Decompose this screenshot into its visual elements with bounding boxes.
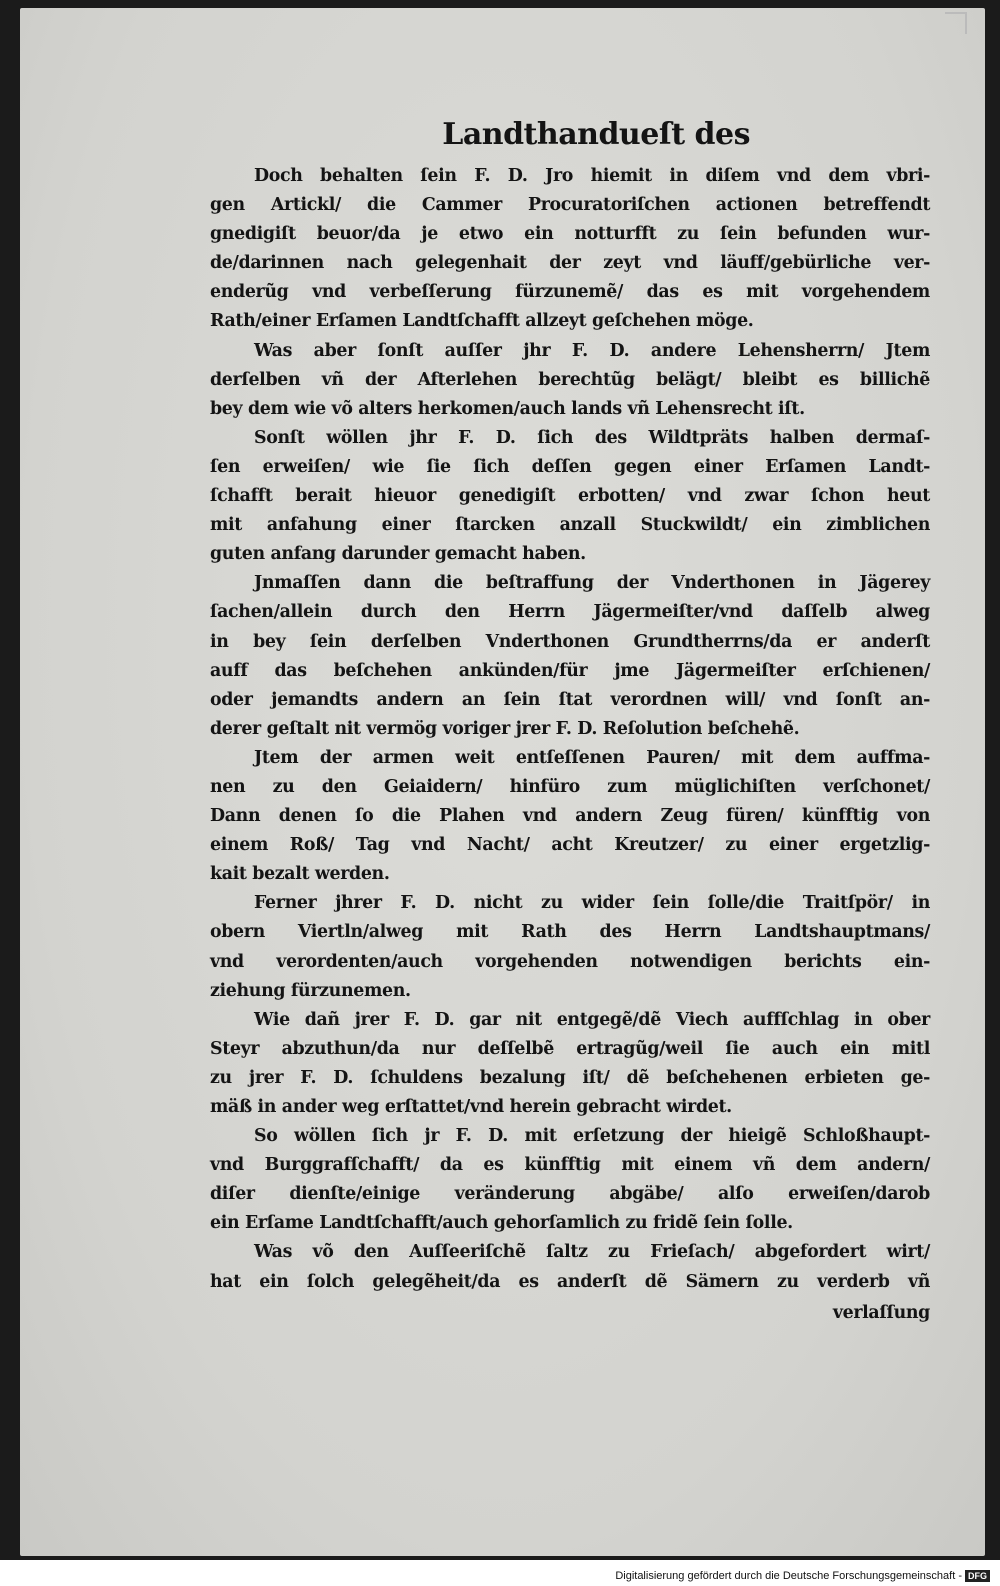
text-line: Was võ den Auſſeeriſchẽ ſaltz zu Frieſach/ abgefordert wirt/ — [254, 1242, 930, 1263]
text-line: vnd Burggrafſchafft/ da es künfftig mit einem vñ dem andern/ — [210, 1155, 930, 1176]
paragraph — [210, 889, 930, 1005]
page-corner — [945, 12, 967, 34]
paragraph — [210, 162, 930, 337]
text-line: Doch behalten ſein F. D. Jro hiemit in diſem vnd dem vbri- — [254, 166, 930, 186]
text-line: Rath/einer Erſamen Landtſchafft allzeyt geſchehen möge. — [210, 311, 754, 332]
text-line: oder jemandts andern an ſein ſtat verordnen will/ vnd ſonſt an- — [210, 689, 930, 710]
paragraph — [210, 744, 930, 889]
footer-text: Digitalisierung gefördert durch die Deutsche Forschungsgemeinschaft - — [615, 1569, 962, 1582]
paragraph — [210, 1006, 930, 1122]
text-line: enderũg vnd verbeſſerung fürzunemẽ/ das es mit vorgehendem — [210, 282, 930, 303]
text-line: gnedigiſt beuor/da je etwo ein notturfft zu ſein befunden wur- — [210, 224, 930, 245]
text-line: ein Erſame Landtſchafft/auch gehorſamlich zu fridẽ ſein ſolle. — [210, 1213, 793, 1234]
paragraph — [210, 1238, 930, 1296]
text-line: ziehung fürzunemen. — [210, 980, 411, 1001]
text-line: mäß in ander weg erſtattet/vnd herein gebracht wirdet. — [210, 1097, 732, 1117]
paragraph — [210, 569, 930, 744]
paragraph — [210, 1122, 930, 1238]
paragraph — [210, 337, 930, 424]
text-line: nen zu den Geiaidern/ hinfüro zum müglichiſten verſchonet/ — [210, 776, 930, 797]
text-line: einem Roß/ Tag vnd Nacht/ acht Kreutzer/ zu einer ergetzlig- — [210, 835, 930, 856]
text-line: obern Viertln/alweg mit Rath des Herrn Landtshauptmans/ — [210, 922, 930, 943]
text-line: kait bezalt werden. — [210, 864, 390, 885]
text-line: zu jrer F. D. ſchuldens bezalung iſt/ dẽ beſchehenen erbieten ge- — [210, 1067, 930, 1088]
text-line: Ferner jhrer F. D. nicht zu wider ſein ſolle/die Traitſpör/ in — [254, 893, 930, 914]
text-line: derſelben vñ der Afterlehen berechtũg belägt/ bleibt es billichẽ — [210, 369, 930, 390]
page-text — [210, 118, 930, 1328]
text-line: auff das beſchehen ankünden/für jme Jägermeiſter erſchienen/ — [210, 660, 930, 681]
text-line: ſachen/allein durch den Herrn Jägermeiſter/vnd daſſelb alweg — [210, 602, 930, 623]
text-line: Jtem der armen weit entſeſſenen Pauren/ mit dem auffma- — [254, 747, 930, 768]
text-line: diſer dienſte/einige veränderung abgäbe/ alſo erweiſen/darob — [210, 1184, 930, 1205]
text-line: mit anfahung einer ſtarcken anzall Stuckwildt/ ein zimblichen — [210, 515, 930, 536]
text-line: Dann denen ſo die Plahen vnd andern Zeug füren/ künfftig von — [210, 806, 930, 827]
paragraph-container — [210, 162, 930, 1297]
footer-credit — [615, 1570, 990, 1582]
text-line: Sonſt wöllen jhr F. D. ſich des Wildtpräts halben dermaſ- — [254, 427, 930, 448]
paragraph — [210, 424, 930, 569]
text-line: hat ein ſolch gelegẽheit/da es anderſt dẽ Sämern zu verderb vñ — [210, 1271, 930, 1292]
text-line: ſchafft berait hieuor genedigiſt erbotten/ vnd zwar ſchon heut — [210, 486, 930, 507]
text-line: gen Artickl/ die Cammer Procuratoriſchen actionen betreffendt — [210, 195, 930, 216]
text-line: Jnmaſſen dann die beſtraffung der Vnderthonen in Jägerey — [254, 573, 930, 594]
text-line: vnd verordenten/auch vorgehenden notwendigen berichts ein- — [210, 951, 930, 972]
text-line: Wie dañ jrer F. D. gar nit entgegẽ/dẽ Viech auffſchlag in ober — [254, 1009, 930, 1030]
text-line: guten anfang darunder gemacht haben. — [210, 544, 586, 565]
text-line: bey dem wie võ alters herkomen/auch lands vñ Lehensrecht iſt. — [210, 398, 805, 419]
text-line: Was aber ſonſt auſſer jhr F. D. andere Lehensherrn/ Jtem — [254, 340, 930, 361]
text-line: ſen erweiſen/ wie ſie ſich deſſen gegen einer Erſamen Landt- — [210, 456, 930, 477]
text-line: So wöllen ſich jr F. D. mit erſetzung der hieigẽ Schloßhaupt- — [254, 1126, 930, 1147]
text-line: Steyr abzuthun/da nur deſſelbẽ ertragũg/weil ſie auch ein mitl — [210, 1038, 930, 1059]
catchword: verlaſſung — [832, 1302, 930, 1323]
text-line: de/darinnen nach gelegenhait der zeyt vnd läuff/gebürliche ver- — [210, 253, 930, 274]
text-line: in bey ſein derſelben Vnderthonen Grundtherrns/da er anderſt — [210, 631, 930, 652]
running-head: Landthandueſt des — [442, 117, 750, 152]
text-line: derer geſtalt nit vermög voriger jrer F. D. Reſolution beſchehẽ. — [210, 718, 800, 739]
dfg-logo: DFG — [965, 1570, 990, 1582]
